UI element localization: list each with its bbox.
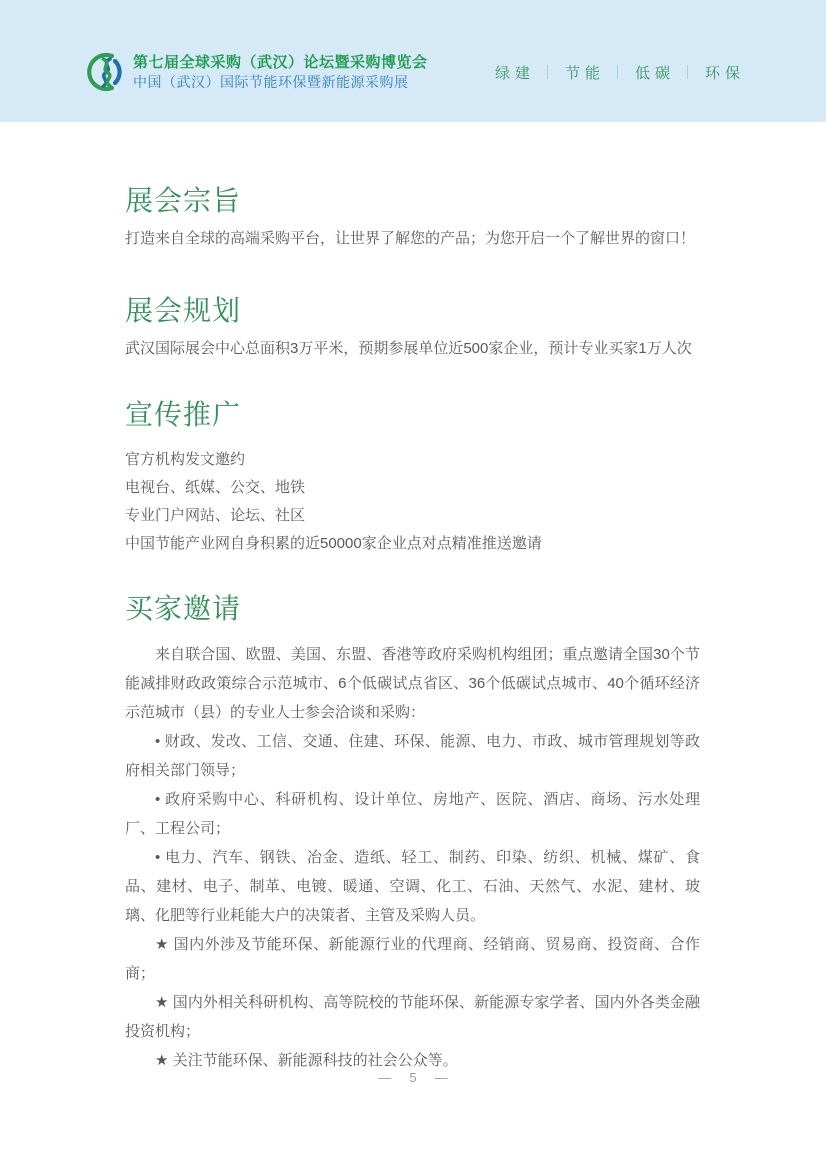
section-exhibition-plan bbox=[125, 296, 700, 358]
buyer-bullet-item: • 电力、汽车、钢铁、冶金、造纸、轻工、制药、印染、纺织、机械、煤矿、食品、建材、电子、制革、电镀、暖通、空调、化工、石油、天然气、水泥、建材、玻璃、化肥等行业耗能大户的决策者、主管及采购人员。 bbox=[125, 849, 700, 924]
purpose-text: 打造来自全球的高端采购平台，让世界了解您的产品；为您开启一个了解世界的窗口！ bbox=[125, 230, 696, 247]
promotion-list bbox=[125, 446, 700, 558]
buyer-star-item: ★ 国内外涉及节能环保、新能源行业的代理商、经销商、贸易商、投资商、合作商； bbox=[125, 936, 700, 982]
nav-item-environmental[interactable]: 环保 bbox=[704, 64, 745, 82]
nav-separator bbox=[547, 65, 548, 79]
section-buyer-invitation bbox=[125, 594, 700, 1075]
nav-item-green-building[interactable]: 绿建 bbox=[494, 64, 535, 82]
section-heading-purpose: 展会宗旨 bbox=[125, 185, 242, 216]
plan-text: 武汉国际展会中心总面积3万平米，预期参展单位近500家企业，预计专业买家1万人次 bbox=[125, 340, 692, 357]
header-titles bbox=[133, 53, 495, 92]
promotion-line: 官方机构发文邀约 bbox=[125, 451, 246, 468]
section-heading-buyers: 买家邀请 bbox=[125, 593, 242, 624]
nav-item-low-carbon[interactable]: 低碳 bbox=[634, 64, 675, 82]
section-heading-plan: 展会规划 bbox=[125, 295, 242, 326]
promotion-line: 专业门户网站、论坛、社区 bbox=[125, 507, 306, 524]
page-header bbox=[0, 0, 826, 122]
buyer-invitation-text bbox=[125, 640, 700, 1075]
nav-separator bbox=[617, 65, 618, 79]
page-footer bbox=[0, 1070, 826, 1085]
buyer-bullet-item: • 财政、发改、工信、交通、住建、环保、能源、电力、市政、城市管理规划等政府相关部门领导； bbox=[125, 733, 700, 779]
promotion-line: 电视台、纸媒、公交、地铁 bbox=[125, 479, 306, 496]
event-title: 第七届全球采购（武汉）论坛暨采购博览会 bbox=[133, 53, 428, 71]
section-heading-promotion: 宣传推广 bbox=[125, 399, 242, 430]
event-subtitle: 中国（武汉）国际节能环保暨新能源采购展 bbox=[133, 73, 409, 90]
page-number: 5 bbox=[409, 1070, 417, 1085]
buyer-star-item: ★ 国内外相关科研机构、高等院校的节能环保、新能源专家学者、国内外各类金融投资机构； bbox=[125, 994, 700, 1040]
buyer-intro-paragraph: 来自联合国、欧盟、美国、东盟、香港等政府采购机构组团；重点邀请全国30个节能减排财政政策综合示范城市、6个低碳试点省区、36个低碳试点城市、40个循环经济示范城市（县）的专业人士参会洽谈和采购： bbox=[125, 646, 700, 721]
buyer-bullet-item: • 政府采购中心、科研机构、设计单位、房地产、医院、酒店、商场、污水处理厂、工程公司； bbox=[125, 791, 700, 837]
expo-logo-icon bbox=[87, 52, 127, 92]
promotion-line: 中国节能产业网自身积累的近50000家企业点对点精准推送邀请 bbox=[125, 535, 542, 552]
buyer-star-item: ★ 关注节能环保、新能源科技的社会公众等。 bbox=[155, 1052, 458, 1069]
footer-dash-right: — bbox=[434, 1070, 448, 1085]
page-content bbox=[0, 186, 826, 1075]
nav-separator bbox=[687, 65, 688, 79]
section-promotion bbox=[125, 400, 700, 558]
section-exhibition-purpose bbox=[125, 186, 700, 248]
nav-item-energy-saving[interactable]: 节能 bbox=[564, 64, 605, 82]
footer-dash-left: — bbox=[378, 1070, 392, 1085]
header-nav bbox=[494, 62, 745, 83]
